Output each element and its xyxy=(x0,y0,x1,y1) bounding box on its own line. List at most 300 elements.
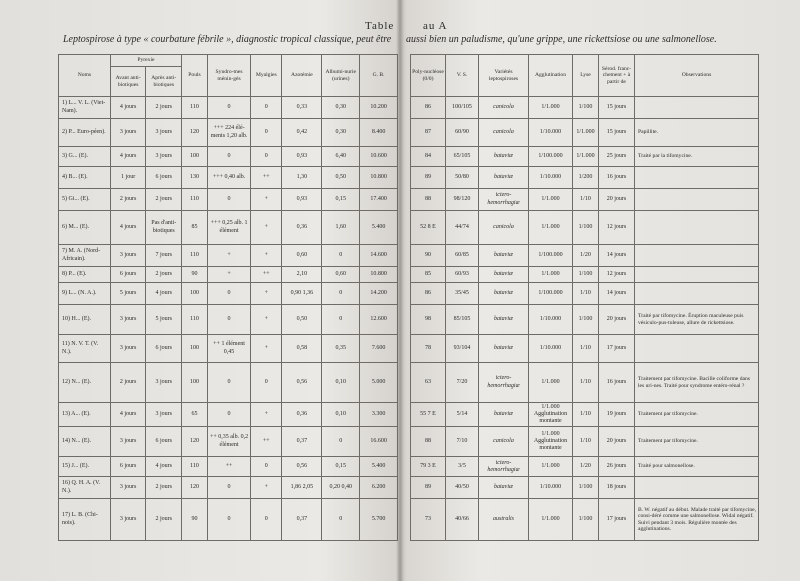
table-row xyxy=(411,363,759,403)
table-row xyxy=(59,477,398,499)
cell-alb: 0,50 xyxy=(322,167,360,189)
table-row xyxy=(411,147,759,167)
header-observations: Observations xyxy=(635,55,759,97)
header-agglutination: Agglutination xyxy=(529,55,573,97)
cell-gb: 3.300 xyxy=(360,403,398,427)
cell-agg: 1/10.000 xyxy=(529,167,573,189)
cell-azo: 0,36 xyxy=(282,403,322,427)
table-row xyxy=(411,167,759,189)
cell-vs: 40/50 xyxy=(446,477,479,499)
cell-gb: 10.600 xyxy=(360,147,398,167)
cell-azo: 2,10 xyxy=(282,267,322,283)
table-row xyxy=(411,211,759,245)
cell-var: bataviæ xyxy=(479,245,529,267)
cell-alb: 0 xyxy=(322,245,360,267)
cell-agg: 1/1.000 xyxy=(529,363,573,403)
cell-poly: 52 8 E xyxy=(411,211,446,245)
cell-var: bataviæ xyxy=(479,283,529,305)
cell-azo: 0,93 xyxy=(282,147,322,167)
cell-pouls: 100 xyxy=(182,335,208,363)
cell-azo: 0,50 xyxy=(282,305,322,335)
cell-lyse: 1/100 xyxy=(573,477,599,499)
cell-serod: 26 jours xyxy=(599,457,635,477)
cell-vs: 3/5 xyxy=(446,457,479,477)
cell-syn: ++ 0,35 alb. 0,2 élément xyxy=(207,427,250,457)
subtitle-left: Leptospirose à type « courbature fébrile », diagnostic tropical classique, peut être xyxy=(63,34,392,45)
cell-pouls: 120 xyxy=(182,477,208,499)
cell-apres: 3 jours xyxy=(146,119,182,147)
cell-pouls: 85 xyxy=(182,211,208,245)
cell-my: + xyxy=(251,403,282,427)
cell-azo: 0,37 xyxy=(282,427,322,457)
cell-syn: 0 xyxy=(207,403,250,427)
cell-gb: 5.400 xyxy=(360,211,398,245)
cell-serod: 18 jours xyxy=(599,477,635,499)
cell-agg: 1/100.000 xyxy=(529,245,573,267)
cell-azo: 1,86 2,05 xyxy=(282,477,322,499)
cell-avant: 3 jours xyxy=(110,427,146,457)
header-noms: Noms xyxy=(59,55,111,97)
cell-azo: 0,90 1,36 xyxy=(282,283,322,305)
cell-nom: 9) L... (N. A.). xyxy=(59,283,111,305)
cell-serod: 12 jours xyxy=(599,211,635,245)
table-row xyxy=(411,457,759,477)
cell-azo: 1,30 xyxy=(282,167,322,189)
header-pouls: Pouls xyxy=(182,55,208,97)
cell-obs: Papillite. xyxy=(635,119,759,147)
cell-agg: 1/1.000 xyxy=(529,267,573,283)
cell-apres: 2 jours xyxy=(146,499,182,541)
cell-agg: 1/1.000 xyxy=(529,211,573,245)
cell-lyse: 1/10 xyxy=(573,283,599,305)
cell-vs: 85/105 xyxy=(446,305,479,335)
cell-my: ++ xyxy=(251,427,282,457)
cell-var: bataviæ xyxy=(479,167,529,189)
cell-avant: 6 jours xyxy=(110,457,146,477)
cell-avant: 3 jours xyxy=(110,245,146,267)
cell-avant: 2 jours xyxy=(110,363,146,403)
cell-poly: 79 3 E xyxy=(411,457,446,477)
cell-vs: 35/45 xyxy=(446,283,479,305)
cell-pouls: 110 xyxy=(182,305,208,335)
cell-avant: 4 jours xyxy=(110,147,146,167)
cell-obs xyxy=(635,335,759,363)
cell-alb: 0,30 xyxy=(322,119,360,147)
cell-my: + xyxy=(251,477,282,499)
header-gb: G. B. xyxy=(360,55,398,97)
cell-lyse: 1/20 xyxy=(573,457,599,477)
cell-obs xyxy=(635,97,759,119)
cell-alb: 0,15 xyxy=(322,457,360,477)
cell-pouls: 110 xyxy=(182,245,208,267)
cell-poly: 87 xyxy=(411,119,446,147)
cell-lyse: 1/100 xyxy=(573,305,599,335)
cell-avant: 6 jours xyxy=(110,267,146,283)
cell-syn: ++ xyxy=(207,457,250,477)
cell-my: + xyxy=(251,189,282,211)
cell-var: canicola xyxy=(479,427,529,457)
cell-agg: 1/10.000 xyxy=(529,477,573,499)
cell-serod: 19 jours xyxy=(599,403,635,427)
table-row xyxy=(411,427,759,457)
cell-vs: 60/85 xyxy=(446,245,479,267)
table-row xyxy=(59,283,398,305)
cell-nom: 11) N. V. T. (V. N.). xyxy=(59,335,111,363)
cell-nom: 7) M. A. (Nord-Africain). xyxy=(59,245,111,267)
cell-vs: 5/14 xyxy=(446,403,479,427)
cell-serod: 25 jours xyxy=(599,147,635,167)
cell-my: + xyxy=(251,335,282,363)
cell-nom: 17) L. B. (Chi-nois). xyxy=(59,499,111,541)
cell-var: canicola xyxy=(479,211,529,245)
cell-poly: 88 xyxy=(411,427,446,457)
cell-nom: 10) H... (E). xyxy=(59,305,111,335)
cell-my: 0 xyxy=(251,363,282,403)
cell-pouls: 100 xyxy=(182,363,208,403)
cell-my: + xyxy=(251,283,282,305)
cell-gb: 10.800 xyxy=(360,267,398,283)
cell-apres: 6 jours xyxy=(146,167,182,189)
cell-serod: 14 jours xyxy=(599,245,635,267)
cell-azo: 0,93 xyxy=(282,189,322,211)
cell-poly: 55 7 E xyxy=(411,403,446,427)
table-row xyxy=(411,189,759,211)
table-row xyxy=(59,305,398,335)
cell-alb: 0,20 0,40 xyxy=(322,477,360,499)
cell-alb: 0,15 xyxy=(322,189,360,211)
cell-pouls: 110 xyxy=(182,189,208,211)
cell-apres: 4 jours xyxy=(146,457,182,477)
cell-gb: 17.400 xyxy=(360,189,398,211)
cell-obs: Traitement par tifomycine. xyxy=(635,427,759,457)
cell-azo: 0,56 xyxy=(282,457,322,477)
cell-nom: 8) P... (E). xyxy=(59,267,111,283)
table-row xyxy=(59,119,398,147)
cell-azo: 0,60 xyxy=(282,245,322,267)
cell-apres: 5 jours xyxy=(146,305,182,335)
cell-lyse: 1/100 xyxy=(573,267,599,283)
cell-nom: 4) B... (E). xyxy=(59,167,111,189)
cell-var: canicola xyxy=(479,97,529,119)
cell-syn: +++ 0,25 alb. 1 élément xyxy=(207,211,250,245)
cell-lyse: 1/10 xyxy=(573,403,599,427)
cell-azo: 0,42 xyxy=(282,119,322,147)
cell-avant: 4 jours xyxy=(110,403,146,427)
cell-nom: 15) J... (E). xyxy=(59,457,111,477)
cell-syn: ++ 1 élément 0,45 xyxy=(207,335,250,363)
cell-obs: Traité par la tifomycine. xyxy=(635,147,759,167)
header-azotemie: Azotémie xyxy=(282,55,322,97)
cell-apres: 6 jours xyxy=(146,427,182,457)
cell-serod: 20 jours xyxy=(599,305,635,335)
cell-gb: 10.200 xyxy=(360,97,398,119)
cell-poly: 84 xyxy=(411,147,446,167)
cell-gb: 6.200 xyxy=(360,477,398,499)
cell-poly: 90 xyxy=(411,245,446,267)
cell-obs: Traité pour salmonellose. xyxy=(635,457,759,477)
header-syndromes: Syndro-mes ménin-gés xyxy=(207,55,250,97)
right-page-table xyxy=(410,54,759,541)
cell-apres: 2 jours xyxy=(146,97,182,119)
cell-avant: 5 jours xyxy=(110,283,146,305)
cell-nom: 3) G... (E). xyxy=(59,147,111,167)
cell-poly: 89 xyxy=(411,477,446,499)
cell-gb: 5.400 xyxy=(360,457,398,477)
cell-pouls: 90 xyxy=(182,267,208,283)
cell-vs: 60/93 xyxy=(446,267,479,283)
cell-pouls: 100 xyxy=(182,283,208,305)
header-vs: V. S. xyxy=(446,55,479,97)
cell-obs: Traitement par tifomycine. Bacille coliforme dans les uri-nes. Traité pour syndrome entéro-rénal ? xyxy=(635,363,759,403)
cell-serod: 16 jours xyxy=(599,167,635,189)
cell-obs xyxy=(635,167,759,189)
cell-alb: 0,60 xyxy=(322,267,360,283)
cell-nom: 2) P... Euro-péen). xyxy=(59,119,111,147)
cell-syn: +++ 0,40 alb. xyxy=(207,167,250,189)
cell-gb: 12.600 xyxy=(360,305,398,335)
table-row xyxy=(411,305,759,335)
header-apres: Après anti-biotiques xyxy=(146,67,182,97)
cell-syn: 0 xyxy=(207,305,250,335)
cell-alb: 0 xyxy=(322,305,360,335)
cell-poly: 63 xyxy=(411,363,446,403)
cell-lyse: 1/10 xyxy=(573,189,599,211)
cell-serod: 15 jours xyxy=(599,119,635,147)
cell-azo: 0,36 xyxy=(282,211,322,245)
cell-azo: 0,58 xyxy=(282,335,322,363)
cell-var: bataviæ xyxy=(479,477,529,499)
table-row xyxy=(59,335,398,363)
title-left: Table xyxy=(365,20,395,32)
cell-my: 0 xyxy=(251,147,282,167)
table-row xyxy=(411,477,759,499)
cell-apres: 4 jours xyxy=(146,283,182,305)
cell-alb: 0,35 xyxy=(322,335,360,363)
table-row xyxy=(411,403,759,427)
cell-lyse: 1/10 xyxy=(573,363,599,403)
cell-avant: 1 jour xyxy=(110,167,146,189)
cell-nom: 1) L... V. L. (Viet-Nam). xyxy=(59,97,111,119)
table-row xyxy=(411,499,759,541)
left-page-table xyxy=(58,54,398,541)
cell-vs: 93/104 xyxy=(446,335,479,363)
cell-serod: 17 jours xyxy=(599,335,635,363)
cell-pouls: 110 xyxy=(182,97,208,119)
table-row xyxy=(59,267,398,283)
cell-alb: 0,10 xyxy=(322,403,360,427)
cell-serod: 15 jours xyxy=(599,97,635,119)
cell-var: bataviæ xyxy=(479,147,529,167)
cell-my: + xyxy=(251,211,282,245)
cell-nom: 13) A... (E). xyxy=(59,403,111,427)
cell-my: 0 xyxy=(251,499,282,541)
cell-my: 0 xyxy=(251,457,282,477)
cell-var: ictero-hemorrhagiæ xyxy=(479,457,529,477)
header-varietes: Variétés leptospiroses xyxy=(479,55,529,97)
cell-alb: 0 xyxy=(322,283,360,305)
table-row xyxy=(411,97,759,119)
cell-obs: Traitement par tifomycine. xyxy=(635,403,759,427)
cell-var: ictero-hemorrhagiæ xyxy=(479,189,529,211)
cell-avant: 3 jours xyxy=(110,305,146,335)
cell-pouls: 90 xyxy=(182,499,208,541)
cell-alb: 0 xyxy=(322,427,360,457)
cell-serod: 20 jours xyxy=(599,189,635,211)
cell-my: ++ xyxy=(251,267,282,283)
cell-gb: 7.600 xyxy=(360,335,398,363)
cell-serod: 16 jours xyxy=(599,363,635,403)
header-avant: Avant anti-biotiques xyxy=(110,67,146,97)
cell-azo: 0,37 xyxy=(282,499,322,541)
cell-agg: 1/1.000 Agglutination montante xyxy=(529,427,573,457)
cell-lyse: 1/100 xyxy=(573,499,599,541)
cell-obs xyxy=(635,267,759,283)
cell-nom: 16) Q. H. A. (V. N.). xyxy=(59,477,111,499)
cell-syn: + xyxy=(207,245,250,267)
cell-alb: 6,40 xyxy=(322,147,360,167)
cell-nom: 5) Gi... (E). xyxy=(59,189,111,211)
table-row xyxy=(59,167,398,189)
cell-avant: 3 jours xyxy=(110,335,146,363)
table-row xyxy=(59,403,398,427)
cell-syn: 0 xyxy=(207,363,250,403)
cell-agg: 1/1.000 xyxy=(529,97,573,119)
cell-agg: 1/10.000 xyxy=(529,305,573,335)
cell-vs: 60/90 xyxy=(446,119,479,147)
table-row xyxy=(59,147,398,167)
cell-serod: 14 jours xyxy=(599,283,635,305)
cell-azo: 0,33 xyxy=(282,97,322,119)
cell-agg: 1/1.000 Agglutination montante xyxy=(529,403,573,427)
cell-syn: 0 xyxy=(207,499,250,541)
cell-syn: 0 xyxy=(207,97,250,119)
cell-agg: 1/1.000 xyxy=(529,499,573,541)
cell-obs: Traité par tifomycine. Éruption maculeuse puis vésiculo-pus-tuleuse, allure de rickettsiose. xyxy=(635,305,759,335)
header-albuminurie: Albumi-nurie (urines) xyxy=(322,55,360,97)
cell-nom: 12) N... (E). xyxy=(59,363,111,403)
cell-agg: 1/1.000 xyxy=(529,189,573,211)
cell-serod: 17 jours xyxy=(599,499,635,541)
cell-obs xyxy=(635,245,759,267)
table-row xyxy=(59,457,398,477)
cell-azo: 0,56 xyxy=(282,363,322,403)
cell-avant: 3 jours xyxy=(110,119,146,147)
cell-poly: 89 xyxy=(411,167,446,189)
cell-gb: 14.600 xyxy=(360,245,398,267)
cell-syn: +++ 224 élé-ments 1,20 alb. xyxy=(207,119,250,147)
cell-avant: 4 jours xyxy=(110,97,146,119)
cell-apres: 3 jours xyxy=(146,403,182,427)
cell-agg: 1/100.000 xyxy=(529,147,573,167)
cell-lyse: 1/10 xyxy=(573,335,599,363)
table-row xyxy=(59,499,398,541)
cell-syn: 0 xyxy=(207,189,250,211)
cell-nom: 14) N... (E). xyxy=(59,427,111,457)
table-row xyxy=(411,245,759,267)
table-row xyxy=(59,363,398,403)
cell-lyse: 1/1.000 xyxy=(573,119,599,147)
cell-poly: 85 xyxy=(411,267,446,283)
cell-lyse: 1/20 xyxy=(573,245,599,267)
cell-vs: 7/10 xyxy=(446,427,479,457)
cell-syn: 0 xyxy=(207,147,250,167)
cell-alb: 1,60 xyxy=(322,211,360,245)
cell-syn: 0 xyxy=(207,477,250,499)
table-row xyxy=(59,245,398,267)
cell-alb: 0,10 xyxy=(322,363,360,403)
cell-var: bataviæ xyxy=(479,403,529,427)
cell-serod: 20 jours xyxy=(599,427,635,457)
cell-vs: 100/105 xyxy=(446,97,479,119)
cell-obs xyxy=(635,283,759,305)
cell-apres: Pas d'anti-biotiques xyxy=(146,211,182,245)
cell-apres: 2 jours xyxy=(146,267,182,283)
table-row xyxy=(59,189,398,211)
cell-pouls: 110 xyxy=(182,457,208,477)
cell-pouls: 65 xyxy=(182,403,208,427)
cell-avant: 4 jours xyxy=(110,211,146,245)
cell-apres: 2 jours xyxy=(146,477,182,499)
cell-pouls: 120 xyxy=(182,427,208,457)
cell-gb: 5.700 xyxy=(360,499,398,541)
cell-obs xyxy=(635,211,759,245)
cell-vs: 40/66 xyxy=(446,499,479,541)
cell-lyse: 1/10 xyxy=(573,427,599,457)
cell-var: bataviæ xyxy=(479,267,529,283)
cell-avant: 2 jours xyxy=(110,189,146,211)
table-row xyxy=(411,119,759,147)
cell-pouls: 100 xyxy=(182,147,208,167)
cell-agg: 1/10.000 xyxy=(529,335,573,363)
cell-apres: 2 jours xyxy=(146,189,182,211)
table-row xyxy=(59,97,398,119)
cell-poly: 86 xyxy=(411,283,446,305)
cell-var: ictero-hemorrhagiæ xyxy=(479,363,529,403)
cell-vs: 98/120 xyxy=(446,189,479,211)
table-row xyxy=(59,427,398,457)
cell-vs: 7/20 xyxy=(446,363,479,403)
cell-my: 0 xyxy=(251,119,282,147)
cell-pouls: 120 xyxy=(182,119,208,147)
cell-serod: 12 jours xyxy=(599,267,635,283)
cell-gb: 16.600 xyxy=(360,427,398,457)
cell-vs: 44/74 xyxy=(446,211,479,245)
cell-avant: 3 jours xyxy=(110,499,146,541)
cell-my: + xyxy=(251,305,282,335)
cell-my: 0 xyxy=(251,97,282,119)
header-serod: Sérod. franc-chement + à partir de xyxy=(599,55,635,97)
table-row xyxy=(411,267,759,283)
cell-var: bataviæ xyxy=(479,305,529,335)
cell-lyse: 1/1.000 xyxy=(573,147,599,167)
cell-poly: 88 xyxy=(411,189,446,211)
cell-my: + xyxy=(251,245,282,267)
header-lyse: Lyse xyxy=(573,55,599,97)
header-pyrexie: Pyrexie xyxy=(110,55,181,67)
cell-obs xyxy=(635,189,759,211)
cell-poly: 98 xyxy=(411,305,446,335)
cell-var: canicola xyxy=(479,119,529,147)
header-poly: Poly-nucléose (0/0) xyxy=(411,55,446,97)
cell-lyse: 1/100 xyxy=(573,97,599,119)
cell-apres: 3 jours xyxy=(146,147,182,167)
cell-vs: 50/80 xyxy=(446,167,479,189)
cell-var: australis xyxy=(479,499,529,541)
cell-avant: 3 jours xyxy=(110,477,146,499)
cell-syn: + xyxy=(207,267,250,283)
table-row xyxy=(411,283,759,305)
cell-alb: 0 xyxy=(322,499,360,541)
